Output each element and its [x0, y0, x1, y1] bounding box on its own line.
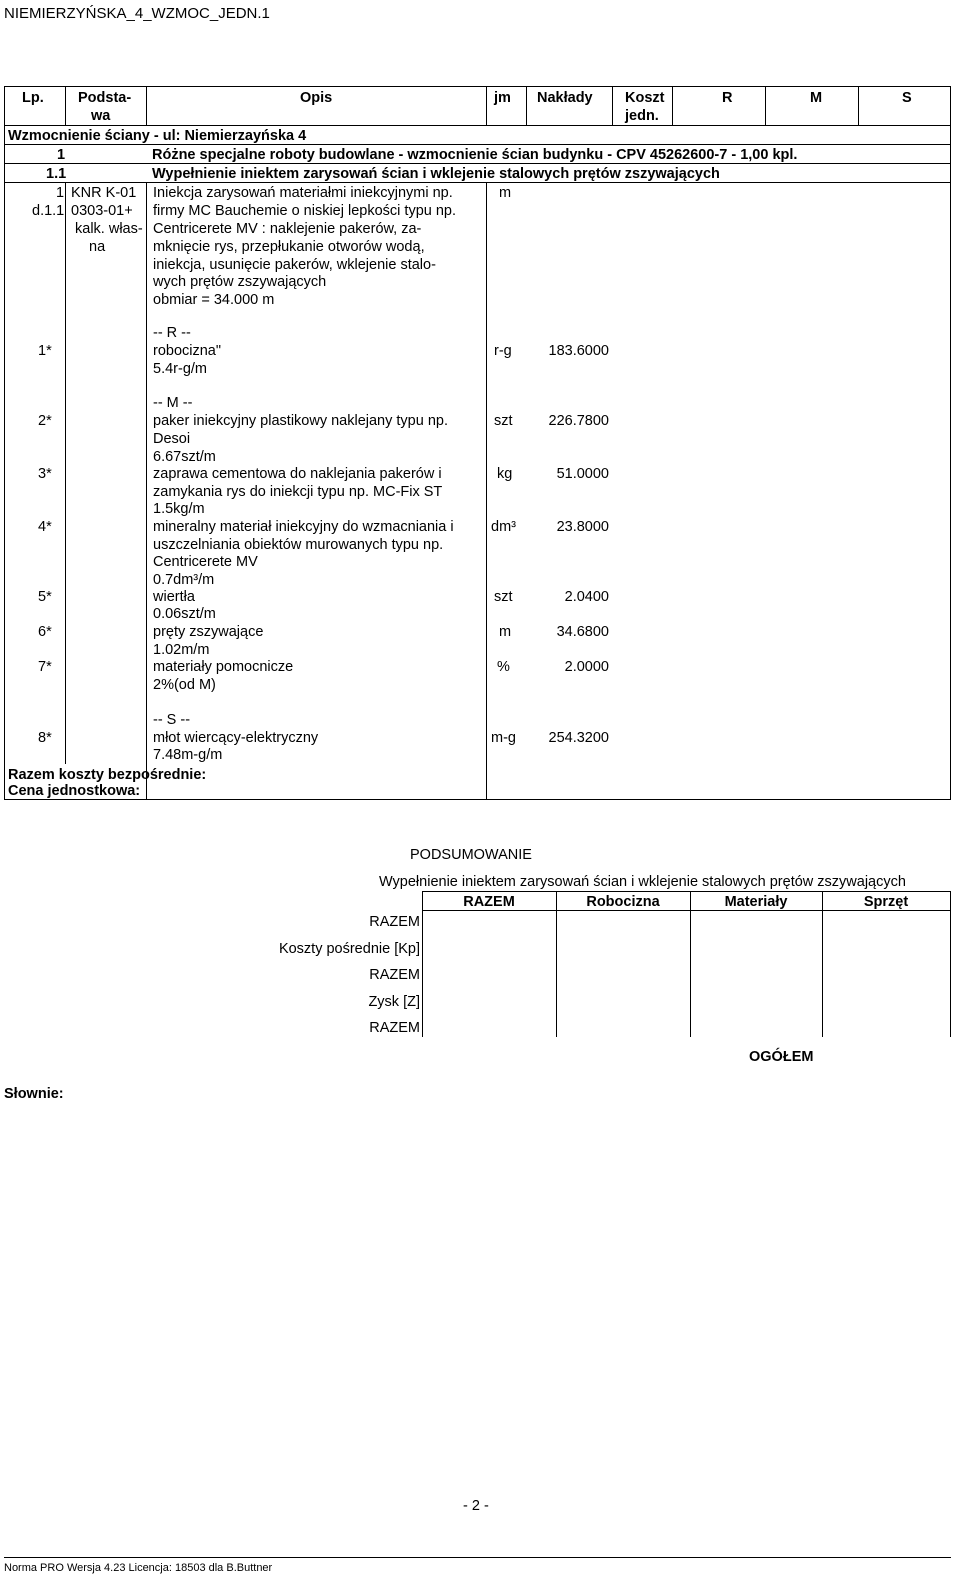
item-number: 1* [38, 343, 52, 359]
item-number: 6* [38, 624, 52, 640]
item-name-2: zamykania rys do iniekcji typu np. MC-Fix ST [153, 484, 443, 500]
document-title: NIEMIERZYŃSKA_4_WZMOC_JEDN.1 [4, 5, 270, 22]
item-quantity: 226.7800 [548, 413, 609, 429]
group-equipment: -- S -- [153, 712, 191, 728]
item-quantity: 183.6000 [548, 343, 609, 359]
subchapter-title: Wypełnienie iniektem zarysowań ścian i wklejenie stalowych prętów zszywających [152, 166, 720, 182]
item-norm: 6.67szt/m [153, 449, 216, 465]
position-description-2: firmy MC Bauchemie o niskiej lepkości typu np. [153, 203, 457, 219]
item-quantity: 34.6800 [556, 624, 609, 640]
footer-license: Norma PRO Wersja 4.23 Licencja: 18503 dla B.Buttner [4, 1562, 273, 1574]
item-name: robocizna" [153, 343, 222, 359]
item-number: 5* [38, 589, 52, 605]
item-norm: 1.5kg/m [153, 501, 205, 517]
item-norm: 0.06szt/m [153, 606, 216, 622]
position-description-6: wych prętów zszywających [153, 274, 327, 290]
item-unit: m-g [491, 730, 516, 746]
footer-divider [4, 1557, 951, 1558]
subchapter-number: 1.1 [46, 166, 67, 182]
item-norm: 7.48m-g/m [153, 747, 223, 763]
summary-col-total: RAZEM [463, 894, 515, 910]
item-name-2: Desoi [153, 431, 191, 447]
summary-row-total-3: RAZEM [369, 1020, 420, 1036]
item-name-3: Centricerete MV [153, 554, 258, 570]
item-name: zaprawa cementowa do naklejania pakerów i [153, 466, 442, 482]
header-lp: Lp. [22, 90, 44, 106]
item-norm: 1.02m/m [153, 642, 210, 658]
group-materials: -- M -- [153, 395, 193, 411]
page-number: - 2 - [463, 1498, 489, 1514]
position-description-4: mknięcie rys, przepłukanie otworów wodą, [153, 239, 425, 255]
item-number: 4* [38, 519, 52, 535]
item-name: pręty zszywające [153, 624, 264, 640]
summary-row-total: RAZEM [369, 914, 420, 930]
header-unit-cost-2: jedn. [625, 108, 659, 124]
position-description-5: iniekcja, usunięcie pakerów, wklejenie stalo- [153, 257, 436, 273]
group-labour: -- R -- [153, 325, 191, 341]
position-basis-4: na [89, 239, 106, 255]
item-quantity: 23.8000 [556, 519, 609, 535]
header-unit-cost: Koszt [625, 90, 665, 106]
header-basis-2: wa [91, 108, 111, 124]
item-unit: dm³ [491, 519, 516, 535]
position-description-3: Centricerete MV : naklejenie pakerów, za- [153, 221, 422, 237]
summary-row-total-2: RAZEM [369, 967, 420, 983]
in-words-label: Słownie: [4, 1086, 64, 1102]
item-unit: m [499, 624, 512, 640]
item-unit: % [497, 659, 510, 675]
position-unit: m [499, 185, 512, 201]
item-number: 3* [38, 466, 52, 482]
grand-total-label: OGÓŁEM [749, 1049, 814, 1065]
item-unit: r-g [494, 343, 512, 359]
summary-subtitle: Wypełnienie iniektem zarysowań ścian i wklejenie stalowych prętów zszywających [379, 874, 906, 890]
item-quantity: 2.0400 [564, 589, 609, 605]
item-number: 2* [38, 413, 52, 429]
total-direct-costs-label: Razem koszty bezpośrednie: [8, 767, 207, 783]
position-basis-3: kalk. włas- [75, 221, 143, 237]
item-name: paker iniekcyjny plastikowy naklejany typu np. [153, 413, 448, 429]
position-quantity: obmiar = 34.000 m [153, 292, 275, 308]
summary-title: PODSUMOWANIE [410, 847, 532, 863]
item-unit: kg [497, 466, 513, 482]
chapter-number: 1 [57, 147, 66, 163]
item-quantity: 254.3200 [548, 730, 609, 746]
summary-row-profit: Zysk [Z] [368, 994, 420, 1010]
item-name: młot wiercący-elektryczny [153, 730, 319, 746]
position-basis-1: KNR K-01 [71, 185, 137, 201]
summary-col-equipment: Sprzęt [863, 894, 909, 910]
section-title: Wzmocnienie ściany - ul: Niemierzayńska 4 [8, 128, 307, 144]
summary-col-materials: Materiały [724, 894, 788, 910]
chapter-title: Różne specjalne roboty budowlane - wzmocnienie ścian budynku - CPV 45262600-7 - 1,00 kpl. [152, 147, 798, 163]
item-name: materiały pomocnicze [153, 659, 294, 675]
position-lp-2: d.1.1 [32, 203, 65, 219]
item-norm: 0.7dm³/m [153, 572, 215, 588]
item-unit: szt [494, 413, 513, 429]
header-equipment: S [902, 90, 912, 106]
position-lp: 1 [56, 185, 65, 201]
header-materials: M [810, 90, 823, 106]
item-quantity: 2.0000 [564, 659, 609, 675]
summary-col-labour: Robocizna [586, 894, 660, 910]
item-name: wiertła [153, 589, 195, 605]
item-norm: 2%(od M) [153, 677, 216, 693]
item-unit: szt [494, 589, 513, 605]
position-basis-2: 0303-01+ [71, 203, 133, 219]
header-quantities: Nakłady [537, 90, 593, 106]
item-number: 7* [38, 659, 52, 675]
header-basis: Podsta- [78, 90, 132, 106]
unit-price-label: Cena jednostkowa: [8, 783, 141, 799]
position-description-1: Iniekcja zarysowań materiałmi iniekcyjnymi np. [153, 185, 453, 201]
item-name-2: uszczelniania obiektów murowanych typu np. [153, 537, 444, 553]
header-unit: jm [494, 90, 511, 106]
header-description: Opis [300, 90, 333, 106]
summary-row-indirect-costs: Koszty pośrednie [Kp] [278, 941, 420, 957]
item-name: mineralny materiał iniekcyjny do wzmacniania i [153, 519, 454, 535]
item-quantity: 51.0000 [556, 466, 609, 482]
item-norm: 5.4r-g/m [153, 361, 207, 377]
header-labour: R [722, 90, 733, 106]
item-number: 8* [38, 730, 52, 746]
